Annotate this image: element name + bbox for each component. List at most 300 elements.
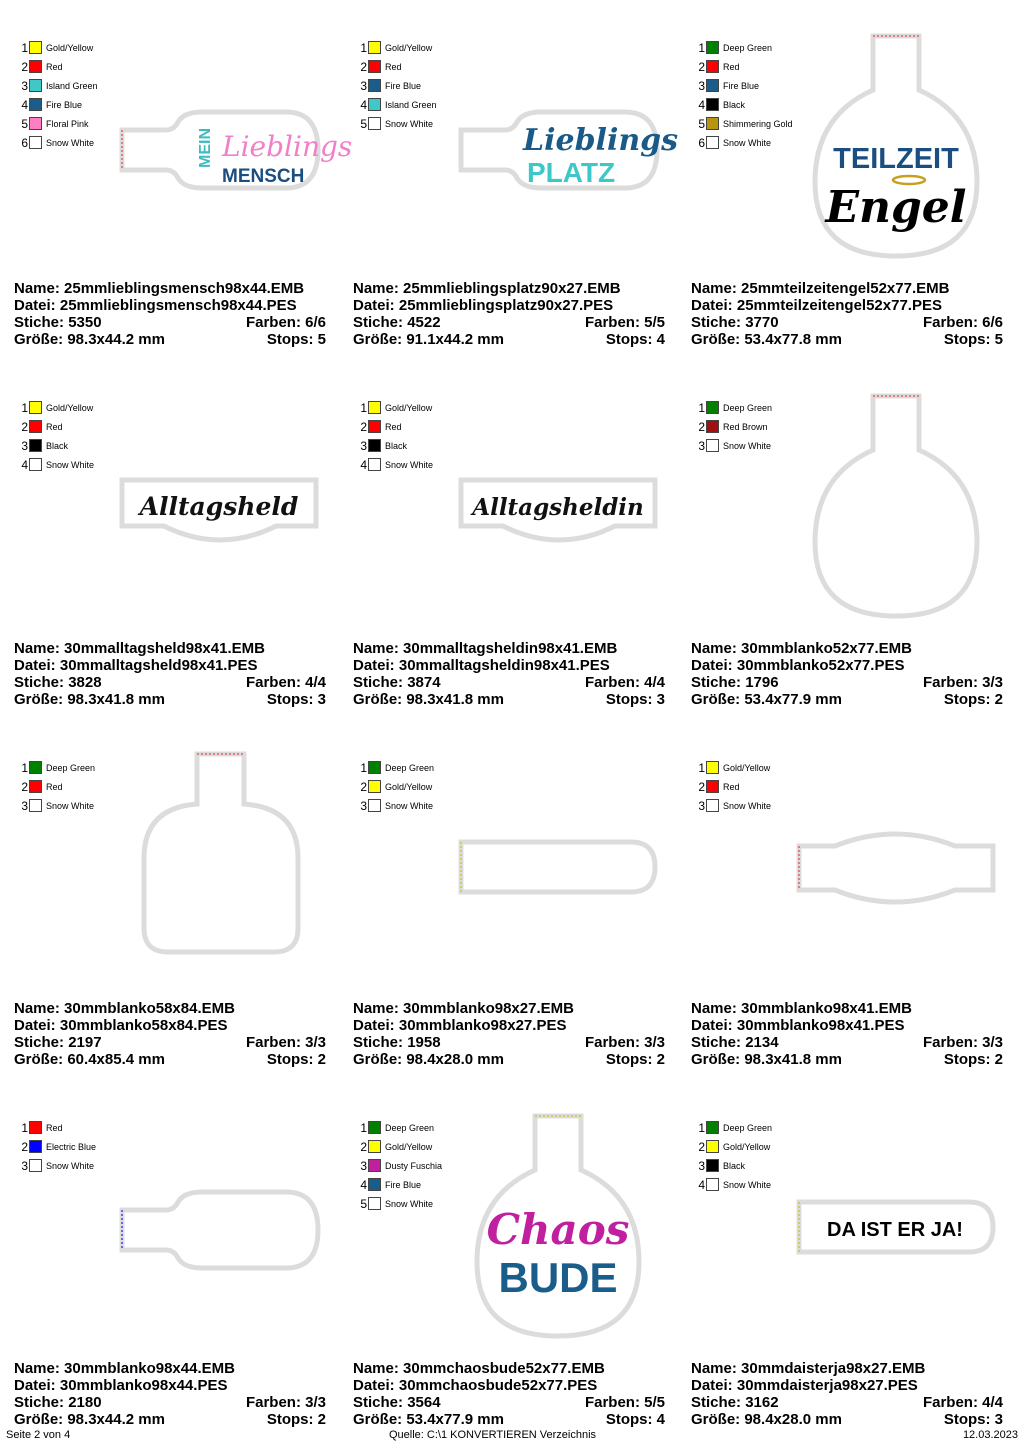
color-row [18,398,94,417]
stitch-count-value: 5350 [68,314,102,331]
stop-count-value: 3 [656,691,665,708]
color-swatch [706,761,719,774]
color-number: 3 [698,1158,705,1173]
color-number: 3 [21,1158,28,1173]
stop-count-group [944,1411,1003,1428]
design-file-group [353,1017,566,1034]
color-swatch [29,780,42,793]
color-swatch [29,761,42,774]
color-name: Black [723,99,746,110]
stop-count-group [944,331,1003,348]
design-name-group [14,1000,235,1017]
design-name-label: Name: [691,1360,737,1377]
info-row-name [353,640,665,657]
color-count-group [923,1394,1003,1411]
design-text-lieblings: Lieblings [222,130,353,163]
color-row [357,1194,442,1213]
design-preview [813,30,979,262]
color-swatch [368,799,381,812]
color-swatch [368,79,381,92]
color-row [18,436,94,455]
design-size-value: 98.4x28.0 mm [406,1051,504,1068]
color-row [695,1175,772,1194]
design-size-value: 91.1x44.2 mm [406,331,504,348]
stop-count-value: 4 [656,1411,665,1428]
info-row-size [353,331,665,348]
color-count-value: 3/3 [982,674,1003,691]
info-row-file [691,297,1003,314]
color-count-group [246,1394,326,1411]
design-file-value: 30mmblanko98x27.PES [398,1017,567,1034]
color-row [18,796,95,815]
design-text-mein: MEIN [197,128,214,168]
stitch-count-value: 3564 [407,1394,441,1411]
design-size-value: 98.4x28.0 mm [744,1411,842,1428]
design-size-value: 98.3x44.2 mm [67,331,165,348]
design-name-label: Name: [691,640,737,657]
info-row-file [353,657,665,674]
design-file-value: 30mmdaisterja98x27.PES [736,1377,918,1394]
design-file-label: Datei: [353,1377,395,1394]
design-info [353,1360,665,1428]
stitch-count-label: Stiche: [353,314,404,331]
color-name: Fire Blue [46,99,83,110]
design-text: DA IST ER JA! [827,1219,963,1241]
design-name-group [691,280,949,297]
color-swatch [368,420,381,433]
color-name: Red [723,61,740,72]
color-name: Deep Green [385,1122,435,1133]
color-number: 3 [360,1158,367,1173]
color-swatch [29,79,42,92]
color-name: Gold/Yellow [385,42,433,53]
color-count-group [923,314,1003,331]
design-size-value: 60.4x85.4 mm [67,1051,165,1068]
color-list [357,398,433,474]
color-name: Snow White [385,118,434,129]
color-row [357,455,433,474]
color-row [357,398,433,417]
design-outline [118,468,322,548]
design-size-label: Größe: [353,1051,403,1068]
design-size-group [353,691,504,708]
color-count-label: Farben: [922,1034,978,1051]
color-name: Red [723,781,740,792]
design-file-value: 25mmlieblingsmensch98x44.PES [59,297,297,314]
color-row [18,95,98,114]
stop-count-group [944,691,1003,708]
design-name-value: 25mmlieblingsplatz90x27.EMB [403,280,621,297]
color-name: Snow White [46,800,95,811]
info-row-stitches [14,314,326,331]
color-list [18,1118,96,1175]
stop-count-label: Stops: [266,331,314,348]
color-swatch [29,117,42,130]
color-row [357,1156,442,1175]
stitch-count-label: Stiche: [353,1394,404,1411]
stop-count-group [606,331,665,348]
color-number: 2 [360,419,367,434]
design-file-value: 30mmalltagsheldin98x41.PES [398,657,610,674]
color-number: 3 [21,798,28,813]
stitch-count-value: 3162 [745,1394,779,1411]
stop-count-value: 2 [994,1051,1003,1068]
color-swatch [706,799,719,812]
color-swatch [29,98,42,111]
color-swatch [29,1121,42,1134]
design-card [353,732,673,1072]
color-row [695,1156,772,1175]
color-name: Black [723,1160,746,1171]
color-count-group [585,674,665,691]
design-name-group [691,1360,925,1377]
color-name: Deep Green [385,762,435,773]
color-name: Gold/Yellow [385,402,433,413]
color-row [695,398,772,417]
design-info [14,1000,326,1068]
color-row [357,417,433,436]
color-name: Snow White [46,1160,95,1171]
color-name: Floral Pink [46,118,89,129]
design-size-group [14,691,165,708]
color-number: 2 [21,1139,28,1154]
info-row-file [14,297,326,314]
stitch-count-label: Stiche: [353,1034,404,1051]
color-number: 1 [360,1120,367,1135]
info-row-file [353,297,665,314]
color-name: Gold/Yellow [385,781,433,792]
color-count-value: 6/6 [305,314,326,331]
design-size-label: Größe: [353,691,403,708]
design-size-group [691,691,842,708]
design-outline [118,100,353,192]
color-name: Deep Green [46,762,96,773]
stitch-count-label: Stiche: [691,1394,742,1411]
color-count-group [246,674,326,691]
color-count-label: Farben: [922,674,978,691]
stitch-count-label: Stiche: [691,674,742,691]
design-card [353,372,673,712]
color-number: 5 [360,116,367,131]
stop-count-group [944,1051,1003,1068]
color-list [357,1118,442,1213]
info-row-stitches [353,1394,665,1411]
color-row [695,95,793,114]
stitch-count-value: 3828 [68,674,102,691]
info-row-stitches [14,1034,326,1051]
color-row [18,133,98,152]
stop-count-label: Stops: [605,331,653,348]
stop-count-label: Stops: [605,1411,653,1428]
color-number: 1 [21,400,28,415]
color-number: 1 [21,760,28,775]
design-name-value: 25mmteilzeitengel52x77.EMB [741,280,950,297]
color-count-label: Farben: [245,674,301,691]
design-size-group [353,1411,504,1428]
color-count-value: 6/6 [982,314,1003,331]
color-swatch [706,1159,719,1172]
color-row [695,76,793,95]
design-file-group [14,1377,227,1394]
color-row [695,114,793,133]
color-count-group [246,1034,326,1051]
color-name: Black [46,440,69,451]
info-row-stitches [353,674,665,691]
info-row-size [14,331,326,348]
design-name-label: Name: [691,1000,737,1017]
design-preview [140,748,304,960]
design-size-group [691,331,842,348]
design-size-value: 98.3x44.2 mm [67,1411,165,1428]
stitch-count-label: Stiche: [14,1034,65,1051]
stop-count-value: 2 [317,1051,326,1068]
color-number: 1 [698,760,705,775]
design-name-value: 30mmalltagsheld98x41.EMB [64,640,265,657]
design-text-bude: BUDE [498,1254,618,1301]
design-outline [813,390,979,622]
color-name: Red Brown [723,421,768,432]
color-number: 1 [21,1120,28,1135]
stop-count-group [606,1051,665,1068]
design-name-label: Name: [14,1360,60,1377]
design-file-label: Datei: [14,657,56,674]
color-row [18,114,98,133]
color-name: Snow White [46,137,95,148]
design-text-teilzeit: TEILZEIT [833,143,959,175]
design-file-label: Datei: [691,297,733,314]
design-card [353,12,679,352]
design-name-group [691,1000,912,1017]
color-count-group [585,1394,665,1411]
stitch-count-label: Stiche: [14,1394,65,1411]
stop-count-group [267,331,326,348]
design-preview [813,390,979,622]
info-row-name [14,640,326,657]
color-swatch [706,1121,719,1134]
design-outline [457,468,661,548]
design-card [14,732,334,1072]
design-card [14,1092,334,1432]
info-row-name [691,640,1003,657]
color-name: Black [385,440,408,451]
info-row-file [691,1377,1003,1394]
stitch-count-value: 1958 [407,1034,441,1051]
design-size-group [691,1411,842,1428]
design-size-label: Größe: [14,1051,64,1068]
design-name-value: 30mmblanko52x77.EMB [741,640,912,657]
info-row-name [691,1000,1003,1017]
stitch-count-label: Stiche: [14,674,65,691]
color-name: Red [46,1122,63,1133]
design-file-group [691,1377,918,1394]
info-row-size [691,1411,1003,1428]
color-swatch [29,799,42,812]
color-row [18,417,94,436]
design-card [14,372,334,712]
color-name: Fire Blue [723,80,760,91]
design-name-value: 30mmdaisterja98x27.EMB [741,1360,926,1377]
design-name-label: Name: [353,280,399,297]
color-swatch [368,439,381,452]
color-list [695,38,793,152]
design-size-label: Größe: [691,691,741,708]
color-swatch [706,420,719,433]
info-row-file [353,1017,665,1034]
color-count-label: Farben: [584,314,640,331]
design-name-value: 30mmblanko98x27.EMB [403,1000,574,1017]
color-number: 2 [698,779,705,794]
color-name: Red [385,421,402,432]
design-file-value: 30mmchaosbude52x77.PES [398,1377,598,1394]
color-count-label: Farben: [245,1034,301,1051]
color-row [357,76,437,95]
design-name-value: 30mmblanko98x41.EMB [741,1000,912,1017]
design-name-label: Name: [14,640,60,657]
color-row [357,57,437,76]
design-name-value: 30mmchaosbude52x77.EMB [403,1360,605,1377]
design-size-label: Größe: [14,691,64,708]
color-row [18,455,94,474]
design-file-label: Datei: [691,657,733,674]
color-number: 4 [360,1177,367,1192]
info-row-file [14,1017,326,1034]
design-preview [457,100,679,192]
color-name: Snow White [723,800,772,811]
color-swatch [29,458,42,471]
design-outline [813,30,979,262]
design-file-label: Datei: [353,1017,395,1034]
color-row [357,796,434,815]
color-name: Deep Green [723,42,773,53]
color-name: Dusty Fuschia [385,1160,443,1171]
info-row-stitches [691,314,1003,331]
design-text-engel: Engel [825,182,967,233]
color-swatch [29,1140,42,1153]
color-name: Snow White [385,1198,434,1209]
info-row-stitches [14,674,326,691]
color-number: 2 [360,779,367,794]
design-info [691,1360,1003,1428]
color-number: 2 [698,1139,705,1154]
color-name: Snow White [385,459,434,470]
color-row [695,1118,772,1137]
design-file-label: Datei: [691,1377,733,1394]
stitch-count-group [353,1394,441,1411]
design-file-group [14,1017,227,1034]
design-card [691,1092,1011,1432]
color-count-label: Farben: [584,1394,640,1411]
color-swatch [368,98,381,111]
color-row [695,436,772,455]
color-count-group [246,314,326,331]
color-number: 2 [21,419,28,434]
color-swatch [368,458,381,471]
stitch-count-value: 2197 [68,1034,102,1051]
color-row [357,1118,442,1137]
design-size-label: Größe: [691,331,741,348]
color-number: 1 [360,40,367,55]
stitch-count-group [14,674,102,691]
info-row-size [14,1051,326,1068]
design-info [691,280,1003,348]
design-file-group [353,297,613,314]
design-file-value: 30mmblanko52x77.PES [736,657,905,674]
color-swatch [706,136,719,149]
info-row-name [691,1360,1003,1377]
design-text-platz: PLATZ [527,157,616,188]
stitch-count-value: 3770 [745,314,779,331]
color-row [18,76,98,95]
design-name-group [353,640,617,657]
color-number: 4 [21,97,28,112]
color-count-value: 3/3 [982,1034,1003,1051]
color-number: 3 [698,798,705,813]
color-name: Red [46,781,63,792]
stop-count-label: Stops: [943,331,991,348]
info-row-stitches [353,1034,665,1051]
color-number: 6 [698,135,705,150]
color-number: 2 [360,59,367,74]
stop-count-group [267,691,326,708]
design-file-value: 30mmalltagsheld98x41.PES [59,657,258,674]
design-name-group [353,280,621,297]
stop-count-label: Stops: [266,1051,314,1068]
design-info [353,280,665,348]
design-size-group [353,1051,504,1068]
design-info [691,640,1003,708]
info-row-size [691,691,1003,708]
color-count-label: Farben: [584,1034,640,1051]
design-file-value: 25mmlieblingsplatz90x27.PES [398,297,614,314]
info-row-size [691,1051,1003,1068]
color-number: 6 [21,135,28,150]
color-swatch [706,98,719,111]
color-row [695,1137,772,1156]
color-row [695,777,771,796]
design-file-label: Datei: [14,1377,56,1394]
design-file-label: Datei: [353,297,395,314]
color-row [357,777,434,796]
color-list [18,398,94,474]
info-row-size [353,1411,665,1428]
stitch-count-group [691,674,779,691]
stitch-count-label: Stiche: [353,674,404,691]
color-swatch [29,41,42,54]
info-row-name [14,1360,326,1377]
color-row [18,777,95,796]
design-file-value: 25mmteilzeitengel52x77.PES [736,297,942,314]
design-card [691,732,1011,1072]
color-count-group [585,314,665,331]
design-size-value: 98.3x41.8 mm [67,691,165,708]
info-row-stitches [691,674,1003,691]
stop-count-group [606,1411,665,1428]
color-swatch [706,780,719,793]
color-count-value: 4/4 [305,674,326,691]
info-row-name [14,1000,326,1017]
design-preview [475,1110,641,1342]
design-size-label: Größe: [691,1051,741,1068]
color-swatch [368,60,381,73]
info-row-stitches [691,1034,1003,1051]
print-date: 12.03.2023 [962,1429,1018,1441]
design-name-value: 30mmblanko98x44.EMB [64,1360,235,1377]
color-list [695,1118,772,1194]
design-info [691,1000,1003,1068]
color-row [357,95,437,114]
color-count-group [923,1034,1003,1051]
color-count-value: 4/4 [644,674,665,691]
